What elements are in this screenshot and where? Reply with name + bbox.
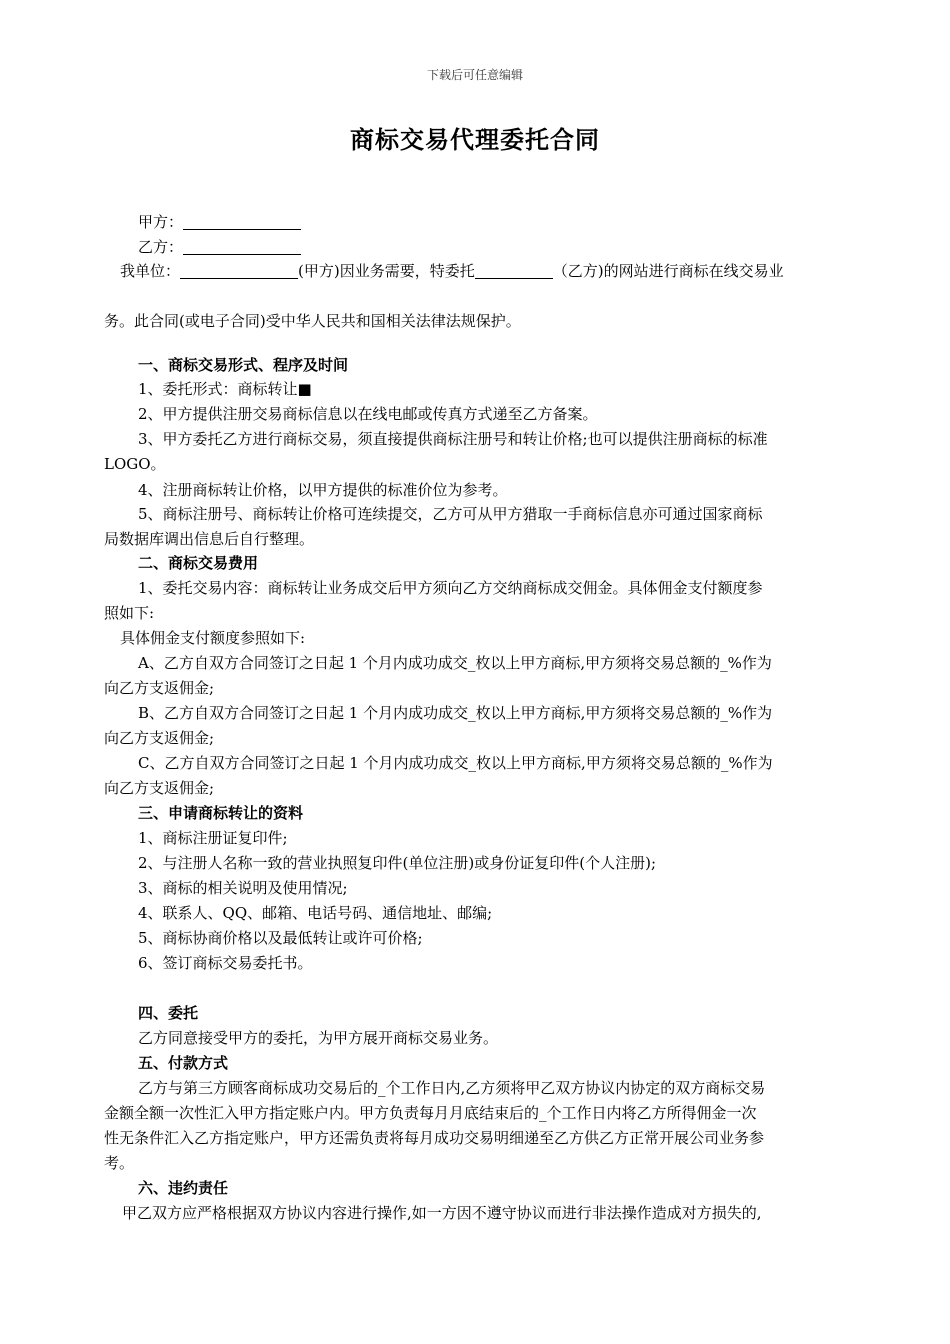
s3-item-1: 1、商标注册证复印件; [138,829,288,847]
intro-party-a-blank[interactable] [180,264,298,279]
party-b-line [138,235,438,259]
section-3-heading: 三、申请商标转让的资料 [138,804,304,822]
s5-line-2: 金额全额一次性汇入甲方指定账户内。甲方负责每月月底结束后的_个工作日内将乙方所得佣金一次 [104,1104,757,1122]
s2-rate-intro: 具体佣金支付额度参照如下: [120,629,306,647]
section-5-heading: 五、付款方式 [138,1054,229,1072]
s2-rate-a: A、乙方自双方合同签订之日起 1 个月内成功成交_枚以上甲方商标,甲方须将交易总额的_%作为 [138,654,772,672]
s2-item-1-cont: 照如下: [104,604,155,622]
intro-mid2: （乙方)的网站进行商标在线交易业 [552,262,784,280]
s1-item-1: 1、委托形式：商标转让■ [138,380,312,398]
s5-line-1: 乙方与第三方顾客商标成功交易后的_个工作日内,乙方须将甲乙双方协议内协定的双方商标交易 [138,1079,766,1097]
section-1-heading: 一、商标交易形式、程序及时间 [138,356,349,374]
party-a-label: 甲方： [138,213,184,231]
party-b-label: 乙方： [138,238,184,256]
intro-party-b-blank[interactable] [475,264,553,279]
s3-item-4: 4、联系人、QQ、邮箱、电话号码、通信地址、邮编; [138,904,493,922]
s3-item-5: 5、商标协商价格以及最低转让或许可价格; [138,929,423,947]
s3-item-2: 2、与注册人名称一致的营业执照复印件(单位注册)或身份证复印件(个人注册); [138,854,657,872]
intro-mid1: (甲方)因业务需要，特委托 [298,262,475,280]
s6-line-1: 甲乙双方应严格根据双方协议内容进行操作,如一方因不遵守协议而进行非法操作造成对方损失的, [122,1204,762,1222]
section-6-heading: 六、违约责任 [138,1179,229,1197]
s2-item-1: 1、委托交易内容：商标转让业务成交后甲方须向乙方交纳商标成交佣金。具体佣金支付额度参 [138,579,763,597]
header-note: 下载后可任意编辑 [426,68,523,82]
s2-rate-b: B、乙方自双方合同签订之日起 1 个月内成功成交_枚以上甲方商标,甲方须将交易总额的_%作为 [138,704,773,722]
s2-rate-a-cont: 向乙方支返佣金; [104,679,215,697]
s2-rate-c-cont: 向乙方支返佣金; [104,779,215,797]
section-4-heading: 四、委托 [138,1004,199,1022]
s5-line-4: 考。 [104,1154,135,1172]
s3-item-6: 6、签订商标交易委托书。 [138,954,313,972]
s4-text: 乙方同意接受甲方的委托，为甲方展开商标交易业务。 [138,1029,499,1047]
s2-rate-b-cont: 向乙方支返佣金; [104,729,215,747]
s5-line-3: 性无条件汇入乙方指定账户，甲方还需负责将每月成功交易明细递至乙方供乙方正常开展公司业务参 [104,1129,765,1147]
intro-line [120,259,848,283]
s1-item-5: 5、商标注册号、商标转让价格可连续提交，乙方可从甲方猎取一手商标信息亦可通过国家商标 [138,505,763,523]
party-a-blank[interactable] [183,215,301,230]
s3-item-3: 3、商标的相关说明及使用情况; [138,879,348,897]
s1-item-2: 2、甲方提供注册交易商标信息以在线电邮或传真方式递至乙方备案。 [138,405,598,423]
s1-item-4: 4、注册商标转让价格，以甲方提供的标准价位为参考。 [138,481,508,499]
s1-item-3: 3、甲方委托乙方进行商标交易，须直接提供商标注册号和转让价格;也可以提供注册商标的标准 [138,430,768,448]
party-b-blank[interactable] [183,240,301,255]
section-2-heading: 二、商标交易费用 [138,554,259,572]
document-title: 商标交易代理委托合同 [350,126,600,154]
s1-item-5-cont: 局数据库调出信息后自行整理。 [104,530,315,548]
s2-rate-c: C、乙方自双方合同签订之日起 1 个月内成功成交_枚以上甲方商标,甲方须将交易总额的_%作为 [138,754,773,772]
intro-continuation: 务。此合同(或电子合同)受中华人民共和国相关法律法规保护。 [104,312,521,330]
party-a-line [138,210,438,234]
intro-prefix: 我单位： [120,262,181,280]
s1-item-3-cont: LOGO。 [104,455,166,473]
